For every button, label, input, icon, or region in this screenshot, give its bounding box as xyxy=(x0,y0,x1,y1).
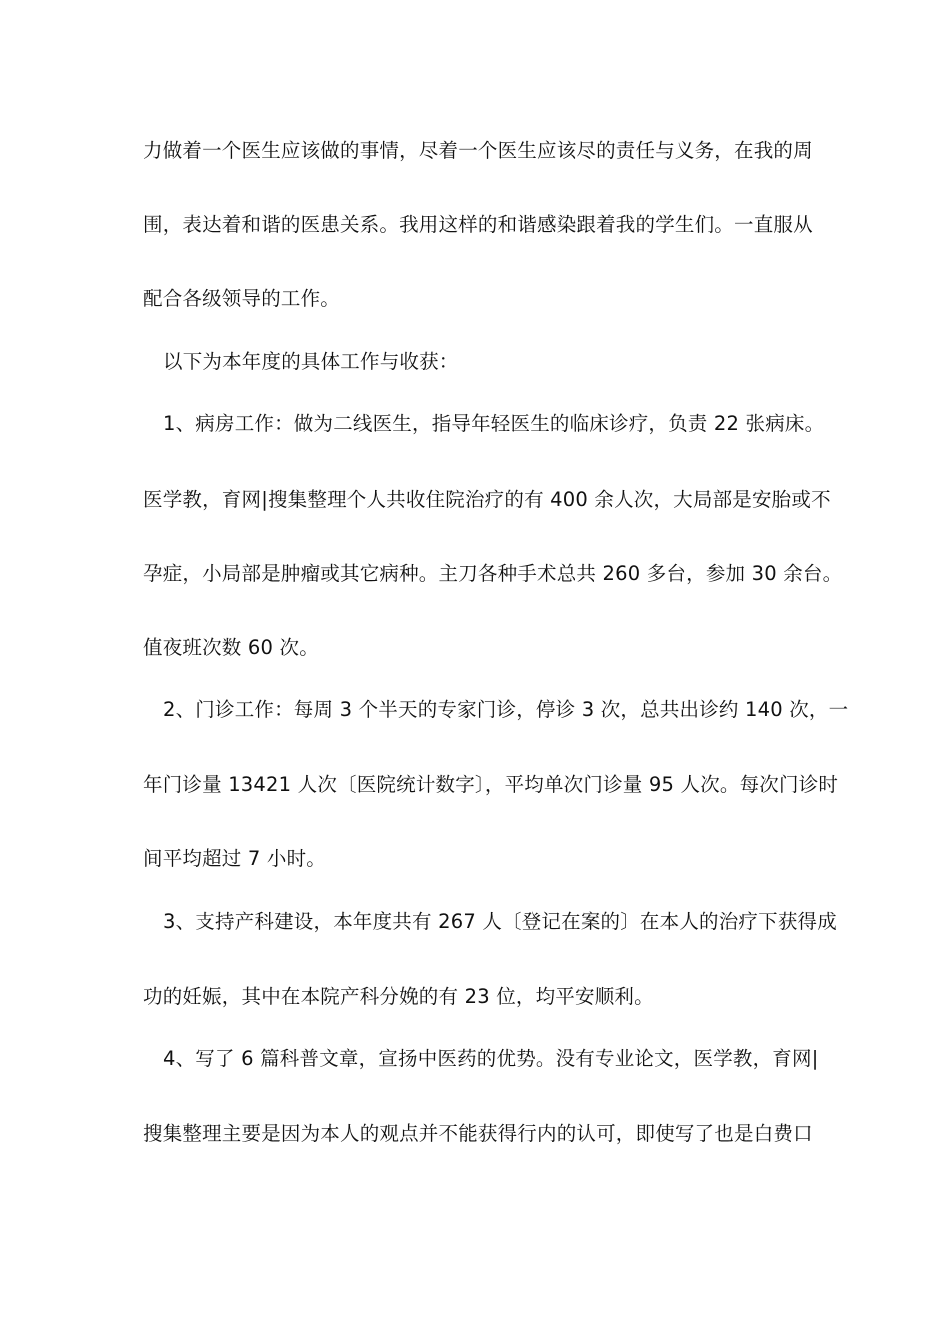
item-4-line-1: 4、写了 6 篇科普文章，宣扬中医药的优势。没有专业论文，医学教，育网| xyxy=(163,1047,819,1070)
item-1-line-2: 医学教，育网|搜集整理个人共收住院治疗的有 400 余人次，大局部是安胎或不 xyxy=(143,488,831,511)
item-1-line-3: 孕症，小局部是肿瘤或其它病种。主刀各种手术总共 260 多台，参加 30 余台。 xyxy=(143,562,843,585)
item-3-line-2: 功的妊娠，其中在本院产科分娩的有 23 位，均平安顺利。 xyxy=(143,985,654,1008)
item-2-line-2: 年门诊量 13421 人次〔医院统计数字〕，平均单次门诊量 95 人次。每次门诊时 xyxy=(143,773,839,796)
item-2-line-3: 间平均超过 7 小时。 xyxy=(143,847,327,870)
paragraph-line-2: 围，表达着和谐的医患关系。我用这样的和谐感染跟着我的学生们。一直服从 xyxy=(143,213,813,236)
item-4-line-2: 搜集整理主要是因为本人的观点并不能获得行内的认可，即使写了也是白费口 xyxy=(143,1122,813,1145)
item-1-line-4: 值夜班次数 60 次。 xyxy=(143,636,319,659)
paragraph-line-1: 力做着一个医生应该做的事情，尽着一个医生应该尽的责任与义务，在我的周 xyxy=(143,139,813,162)
item-2-line-1: 2、门诊工作：每周 3 个半天的专家门诊，停诊 3 次，总共出诊约 140 次，一 xyxy=(163,698,849,721)
section-intro-line: 以下为本年度的具体工作与收获： xyxy=(163,350,459,373)
item-1-line-1: 1、病房工作：做为二线医生，指导年轻医生的临床诊疗，负责 22 张病床。 xyxy=(163,412,825,435)
item-3-line-1: 3、支持产科建设，本年度共有 267 人〔登记在案的〕在本人的治疗下获得成 xyxy=(163,910,837,933)
paragraph-line-3: 配合各级领导的工作。 xyxy=(143,287,341,310)
